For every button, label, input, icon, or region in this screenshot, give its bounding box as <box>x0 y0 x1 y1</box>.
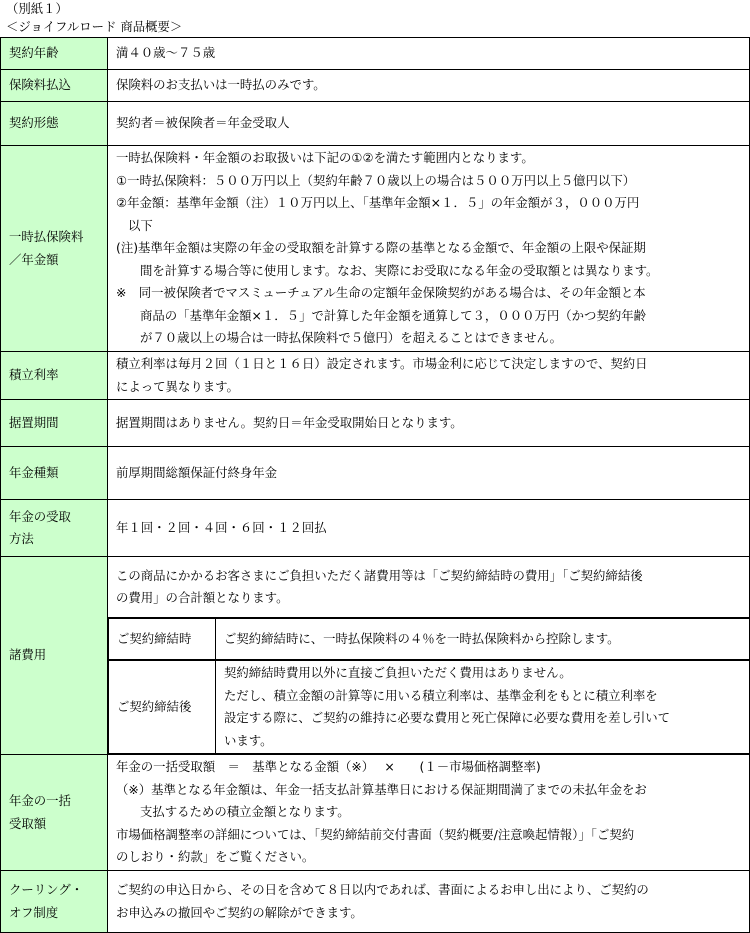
row-expenses-at-contract <box>1 618 750 661</box>
expenses-after-contract-line: います。 <box>224 732 273 748</box>
expenses-after-contract-line: 設定する際に、ご契約の維持に必要な費用と死亡保障に必要な費用を差し引いて <box>224 710 671 725</box>
row-lump-sum <box>1 755 750 871</box>
value-contract-form: 契約者＝被保険者＝年金受取人 <box>108 102 750 146</box>
cooling-off-line: ご契約の申込日から、その日を含めて８日以内であれば、書面によるお申し出により、ご契約の <box>116 882 649 897</box>
row-contract-form <box>1 102 750 146</box>
label-cooling-off-line2: オフ制度 <box>9 904 59 920</box>
lump-sum-formula: 年金の一括受取額 ＝ 基準となる金額（※） × (１－市場価格調整率) <box>116 759 541 775</box>
label-premium-payment: 保険料払込 <box>1 70 108 102</box>
expenses-at-contract-cell <box>108 618 750 661</box>
row-expenses-after-contract <box>1 660 750 755</box>
attachment-label: （別紙１） <box>6 1 68 16</box>
expenses-after-contract-line: 契約締結時費用以外に直接ご負担いただく費用はありません。 <box>224 665 572 680</box>
value-annuity-type: 前厚期間総額保証付終身年金 <box>108 447 750 500</box>
value-premium-payment: 保険料のお支払いは一時払のみです。 <box>108 70 750 102</box>
label-cooling-off-line1: クーリング・ <box>9 882 84 897</box>
expenses-after-contract-table <box>108 660 750 754</box>
label-payout-method <box>1 500 108 557</box>
row-premium-amount <box>1 146 750 352</box>
lump-sum-note-line: （※）基準となる年金額は、年金一括支払計算基準日における保証期間満了までの未払年金をお <box>116 781 647 797</box>
row-cooling-off <box>1 871 750 933</box>
premium-amount-asterisk-line: ※ 同一被保険者でマスミューチュアル生命の定額年金保険契約がある場合は、その年金額と本 <box>116 285 646 301</box>
cooling-off-line: お申込みの撤回やご契約の解除ができます。 <box>116 904 363 920</box>
premium-amount-asterisk-line: が７０歳以上の場合は一時払保険料で５億円）を超えることはできません。 <box>140 330 563 346</box>
label-lump-sum-line1: 年金の一括 <box>9 793 71 808</box>
value-interest-rate <box>108 352 750 400</box>
label-annuity-type: 年金種類 <box>1 447 108 500</box>
premium-amount-line: ①一時払保険料：５００万円以上（契約年齢７０歳以上の場合は５００万円以上５億円以下） <box>116 172 636 188</box>
expenses-at-contract-table <box>108 618 750 660</box>
label-cooling-off <box>1 871 108 933</box>
premium-amount-note-line: (注)基準年金額は実際の年金の受取額を計算する際の基準となる金額で、年金額の上限や保証期 <box>116 240 646 256</box>
row-annuity-type <box>1 447 750 500</box>
label-expenses-at-contract: ご契約締結時 <box>109 619 216 660</box>
lump-sum-adjustment-line: のしおり・約款」をご覧ください。 <box>116 849 315 865</box>
premium-amount-asterisk-line: 商品の「基準年金額×１．５」で計算した年金額を通算して３，０００万円（かつ契約年齢 <box>140 307 647 323</box>
row-expenses-intro <box>1 557 750 618</box>
label-contract-age: 契約年齢 <box>1 38 108 70</box>
value-expenses-after-contract <box>216 661 750 754</box>
value-payout-method: 年１回・２回・４回・６回・１２回払 <box>108 500 750 557</box>
expenses-after-contract-line: ただし、積立金額の計算等に用いる積立利率は、基準金利をもとに積立利率を <box>224 687 658 703</box>
row-premium-payment <box>1 70 750 102</box>
premium-amount-note-line: 間を計算する場合等に使用します。なお、実際にお受取になる年金の受取額とは異なります。 <box>140 262 659 278</box>
label-premium-amount <box>1 146 108 352</box>
premium-amount-line: 一時払保険料・年金額のお取扱いは下記の①②を満たす範囲内となります。 <box>116 150 534 166</box>
value-contract-age: 満４０歳～７５歳 <box>108 38 750 70</box>
row-deferment <box>1 400 750 447</box>
label-interest-rate: 積立利率 <box>1 352 108 400</box>
expenses-after-contract-cell <box>108 660 750 755</box>
label-contract-form: 契約形態 <box>1 102 108 146</box>
row-interest-rate <box>1 352 750 400</box>
lump-sum-adjustment-line: 市場価格調整率の詳細については、「契約締結前交付書面（契約概要/注意喚起情報）」「ご契約 <box>116 826 635 842</box>
row-payout-method <box>1 500 750 557</box>
label-deferment: 据置期間 <box>1 400 108 447</box>
interest-rate-line: によって異なります。 <box>116 378 239 394</box>
label-expenses-after-contract: ご契約締結後 <box>109 661 216 754</box>
expenses-intro-line: の費用」の合計額となります。 <box>116 590 289 605</box>
lump-sum-note-line: 支払するための積立金額となります。 <box>140 804 350 820</box>
label-payout-method-line2: 方法 <box>9 531 34 546</box>
label-premium-amount-line1: 一時払保険料 <box>9 229 84 244</box>
premium-amount-line: ②年金額：基準年金額（注）１０万円以上、「基準年金額×１．５」の年金額が３，０００万円 <box>116 195 640 211</box>
value-premium-amount <box>108 146 750 352</box>
expenses-intro-line: この商品にかかるお客さまにご負担いただく諸費用等は「ご契約締結時の費用」「ご契約締結後 <box>116 567 643 583</box>
label-expenses: 諸費用 <box>1 557 108 755</box>
label-payout-method-line1: 年金の受取 <box>9 508 71 524</box>
value-expenses-intro <box>108 557 750 618</box>
value-deferment: 据置期間はありません。契約日＝年金受取開始日となります。 <box>108 400 750 447</box>
label-premium-amount-line2: ／年金額 <box>9 251 59 267</box>
premium-amount-line: 以下 <box>128 217 153 233</box>
value-lump-sum <box>108 755 750 871</box>
row-contract-age <box>1 38 750 70</box>
value-cooling-off <box>108 871 750 933</box>
page-title: ＜ジョイフルロード 商品概要＞ <box>6 19 183 34</box>
value-expenses-at-contract: ご契約締結時に、一時払保険料の４％を一時払保険料から控除します。 <box>216 619 750 660</box>
label-lump-sum-line2: 受取額 <box>9 815 47 831</box>
product-overview-table <box>0 37 750 933</box>
label-lump-sum <box>1 755 108 871</box>
interest-rate-line: 積立利率は毎月２回（１日と１６日）設定されます。市場金利に応じて決定しますので、契約日 <box>116 356 648 371</box>
